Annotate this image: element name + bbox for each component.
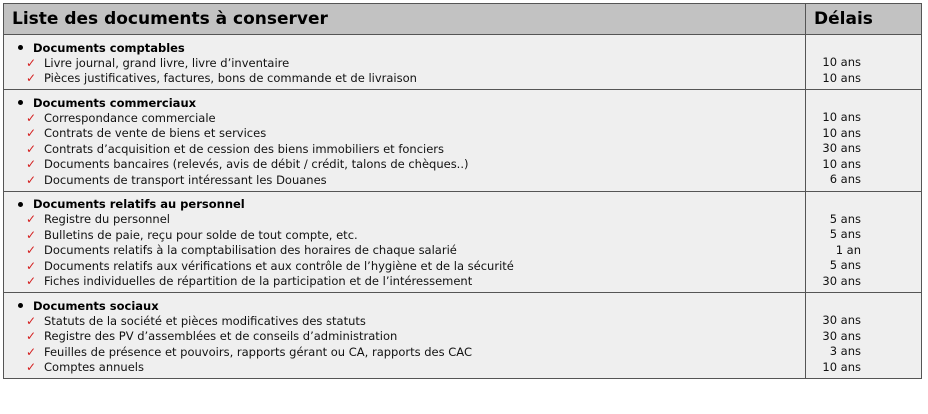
section-row [4, 90, 921, 192]
list-item [16, 55, 805, 71]
item-delay: 10 ans [822, 55, 861, 69]
item-delay: 5 ans [829, 227, 861, 241]
item-label: Pièces justificatives, factures, bons de commande et de livraison [44, 71, 417, 86]
delay-spacer [806, 197, 921, 212]
checkmark-icon: ✓ [26, 110, 37, 125]
item-delay: 5 ans [829, 258, 861, 272]
item-label: Documents bancaires (relevés, avis de débit / crédit, talons de chèques..) [44, 157, 469, 172]
checkmark-icon: ✓ [26, 274, 37, 289]
checkmark-icon: ✓ [26, 258, 37, 273]
item-delay: 10 ans [822, 125, 861, 140]
checkmark-icon: ✓ [26, 172, 37, 187]
checkmark-icon: ✓ [26, 141, 37, 156]
delay-spacer [806, 298, 921, 313]
table-title: Liste des documents à conserver [4, 4, 806, 34]
delay-spacer [806, 95, 921, 110]
list-item [16, 141, 805, 157]
list-item [16, 212, 805, 228]
section-title [16, 298, 805, 313]
section-row [4, 293, 921, 378]
list-item [16, 243, 805, 259]
item-delay: 10 ans [822, 70, 861, 85]
item-delay: 30 ans [822, 273, 861, 288]
bullet-icon [18, 45, 23, 50]
item-label: Documents relatifs aux vérifications et aux contrôle de l’hygiène et de la sécurité [44, 258, 514, 273]
list-item [16, 110, 805, 126]
table-body [4, 35, 921, 378]
list-item [16, 344, 805, 360]
checkmark-icon: ✓ [26, 243, 37, 258]
checkmark-icon: ✓ [26, 227, 37, 242]
item-label: Correspondance commerciale [44, 110, 216, 125]
item-label: Documents relatifs à la comptabilisation des horaires de chaque salarié [44, 243, 457, 258]
list-item [16, 126, 805, 142]
item-label: Comptes annuels [44, 360, 144, 375]
delais-header: Délais [814, 9, 873, 29]
section-title-text: Documents relatifs au personnel [33, 197, 245, 211]
item-delay: 10 ans [822, 359, 861, 374]
section-delays-cell [806, 35, 921, 89]
list-item [16, 313, 805, 329]
section-row [4, 192, 921, 294]
section-delays-cell [806, 90, 921, 191]
item-delay: 6 ans [829, 172, 861, 186]
item-label: Feuilles de présence et pouvoirs, rapports gérant ou CA, rapports des CAC [44, 344, 473, 359]
list-item [16, 172, 805, 188]
checkmark-icon: ✓ [26, 344, 37, 359]
item-label: Livre journal, grand livre, livre d’inventaire [44, 55, 290, 70]
list-item [16, 227, 805, 243]
checkmark-icon: ✓ [26, 360, 37, 375]
list-item [16, 329, 805, 345]
list-item [16, 71, 805, 87]
item-delay: 1 an [835, 242, 861, 257]
checkmark-icon: ✓ [26, 313, 37, 328]
bullet-icon [18, 303, 23, 308]
list-item [16, 360, 805, 376]
item-delay: 30 ans [822, 141, 861, 155]
bullet-icon [18, 100, 23, 105]
checkmark-icon: ✓ [26, 212, 37, 227]
list-item [16, 258, 805, 274]
section-delays-cell [806, 192, 921, 293]
section-title [16, 197, 805, 212]
section-documents-cell [4, 293, 806, 378]
item-delay: 10 ans [822, 110, 861, 124]
section-title-text: Documents commerciaux [33, 95, 197, 110]
item-label: Contrats de vente de biens et services [44, 126, 267, 141]
item-label: Bulletins de paie, reçu pour solde de tout compte, etc. [44, 227, 358, 242]
section-title [16, 40, 805, 55]
documents-table [3, 3, 922, 379]
item-label: Documents de transport intéressant les Douanes [44, 172, 327, 187]
checkmark-icon: ✓ [26, 157, 37, 172]
item-label: Fiches individuelles de répartition de la participation et de l’intéressement [44, 274, 473, 289]
item-delay: 5 ans [829, 211, 861, 226]
section-title [16, 95, 805, 110]
item-label: Statuts de la société et pièces modificatives des statuts [44, 313, 366, 328]
list-item [16, 274, 805, 290]
section-documents-cell [4, 90, 806, 191]
item-delay: 30 ans [822, 313, 861, 327]
bullet-icon [18, 202, 23, 207]
list-item [16, 157, 805, 173]
item-label: Registre du personnel [44, 212, 170, 227]
checkmark-icon: ✓ [26, 55, 37, 70]
item-label: Contrats d’acquisition et de cession des biens immobiliers et fonciers [44, 141, 445, 156]
delay-spacer [806, 40, 921, 55]
section-documents-cell [4, 35, 806, 89]
item-delay: 10 ans [822, 156, 861, 171]
table-header [4, 4, 921, 35]
checkmark-icon: ✓ [26, 71, 37, 86]
item-delay: 30 ans [822, 328, 861, 343]
section-row [4, 35, 921, 90]
section-title-text: Documents sociaux [33, 298, 159, 313]
section-delays-cell [806, 293, 921, 378]
section-documents-cell [4, 192, 806, 293]
item-delay: 3 ans [829, 344, 861, 358]
checkmark-icon: ✓ [26, 126, 37, 141]
checkmark-icon: ✓ [26, 329, 37, 344]
item-label: Registre des PV d’assemblées et de conseils d’administration [44, 329, 398, 344]
section-title-text: Documents comptables [33, 40, 185, 55]
